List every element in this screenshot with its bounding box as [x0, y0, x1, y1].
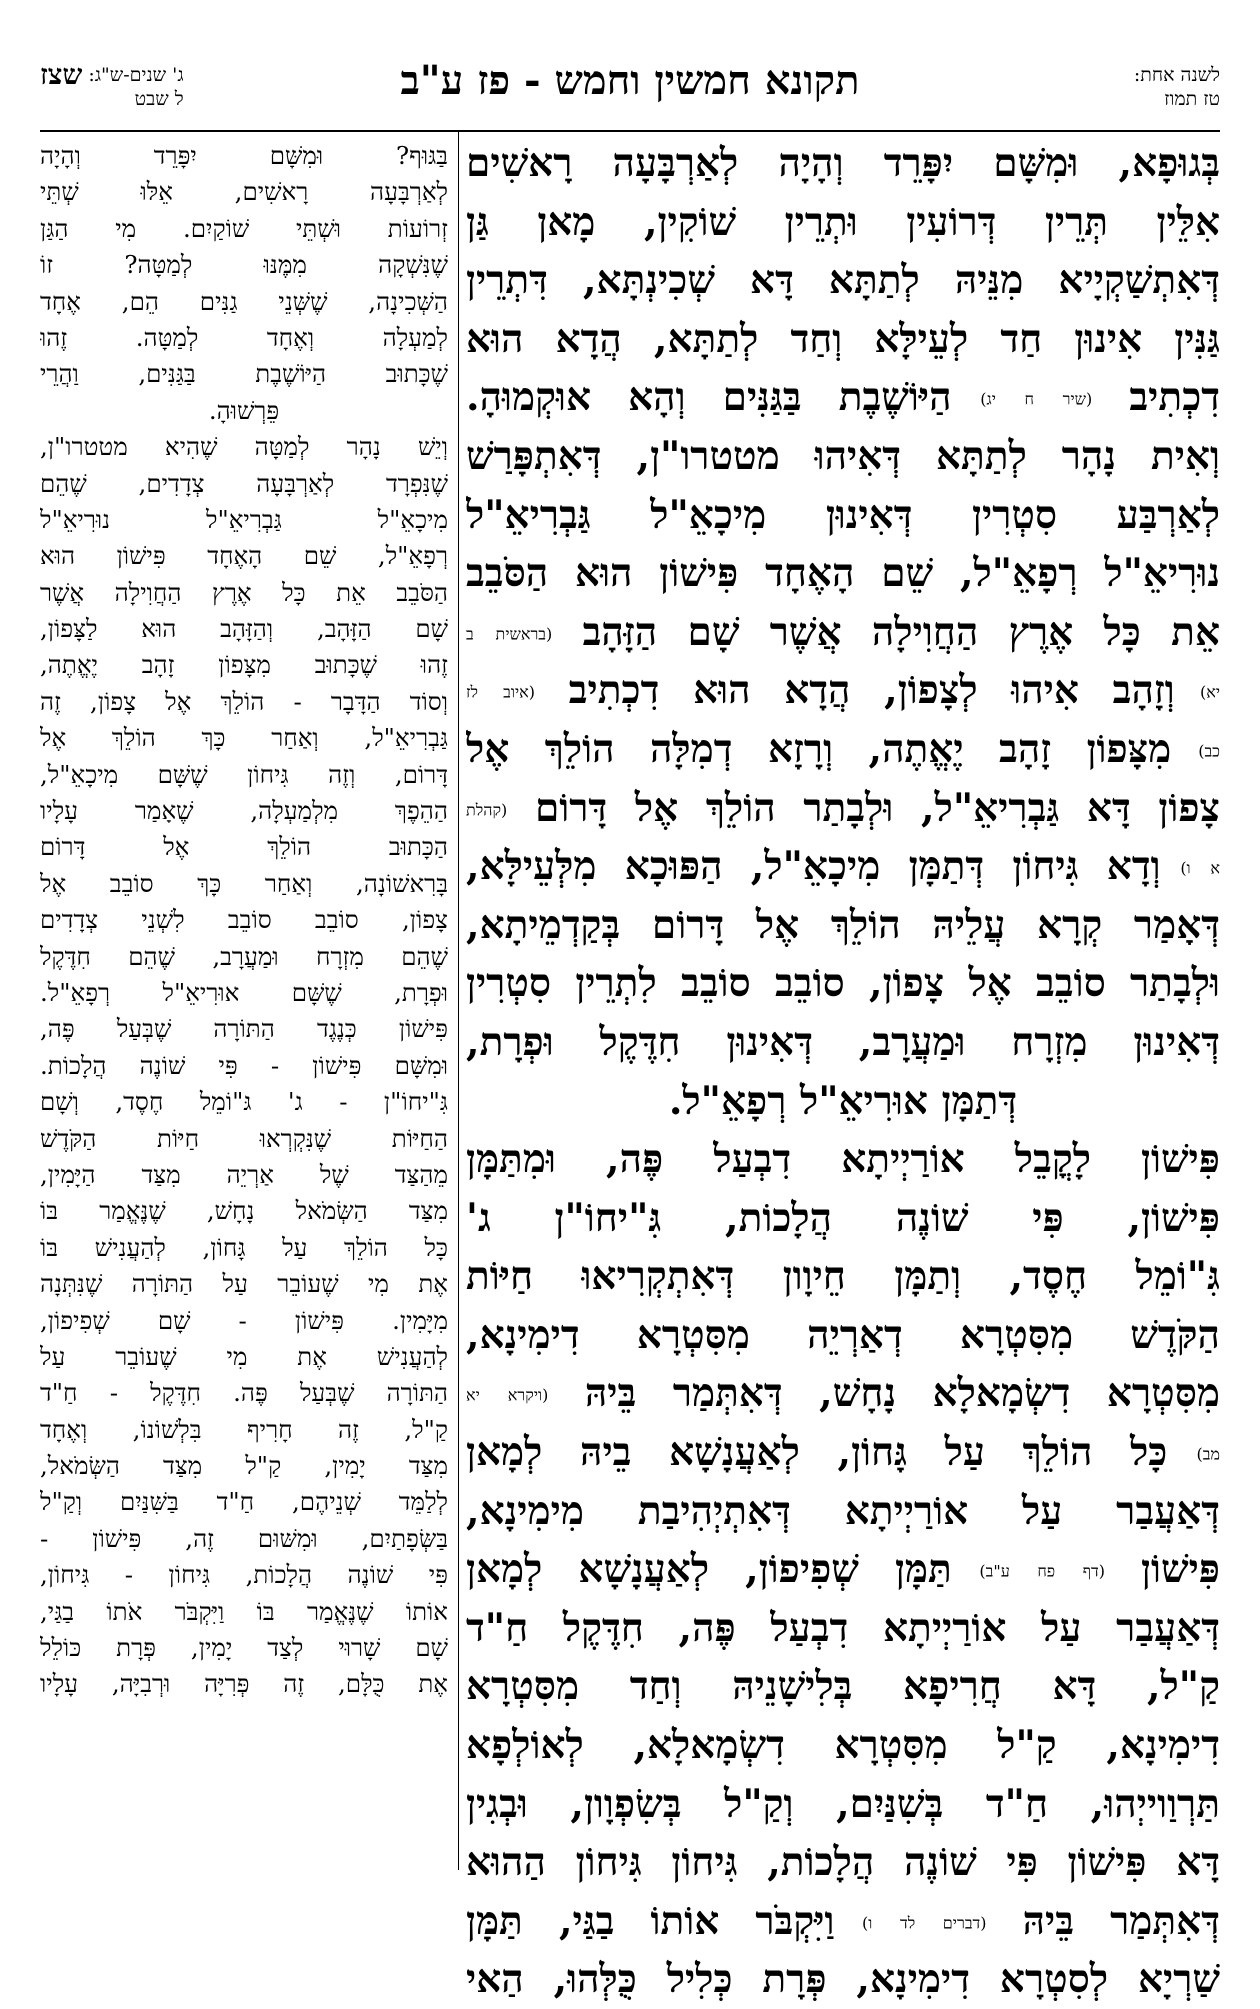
page-header	[40, 55, 1220, 125]
commentary-line: לְאַרְבָּעָה רָאשִׁים, אֵלּוּ שְׁתֵּי	[40, 177, 448, 207]
verse-reference: יא)	[1174, 683, 1220, 703]
commentary-line: וּפְרָת, שֶׁשָּׁם אוּרִיאֵ"ל רְפָאֵ"ל.	[40, 977, 448, 1007]
verse-reference: מב)	[1167, 1444, 1220, 1464]
verse-reference: (בראשית ב	[466, 624, 553, 644]
commentary-line: שֶׁנִּשְׁקָה מִמֶּנּוּ לְמַטָּה? זוֹ	[40, 250, 448, 280]
main-text-line: דָּא פִּישׁוֹן פִּי שׁוֹנֶה הֲלָכוֹת, גִּיחוֹן גִּיחוֹן הַהוּא	[466, 1839, 1220, 1886]
header-divider	[40, 130, 1220, 132]
header-left-line1: ג' שנים-ש"ג:	[88, 64, 184, 86]
commentary-line: צָפוֹן, סוֹבֵב סוֹבֵב לִשְׁנֵי צְדָדִים	[40, 905, 448, 935]
main-text-line: אִלֵּין תְּרֵין דְּרוֹעִין וּתְרֵין שׁוֹקִין, מָאן גַּן	[466, 198, 1220, 245]
main-text-line: הַקֹּדֶשׁ מִסִּטְרָא דְאַרְיֵה מִסִּטְרָא דִימִינָא,	[466, 1311, 1220, 1358]
main-text-line: דְּאִינוּן מִזְרָח וּמַעֲרָב, דְּאִינוּן חִדֶּקֶל וּפְרָת,	[466, 1018, 1220, 1065]
main-text-line: דְּתַמָּן אוּרִיאֵ"ל רְפָאֵ"ל.	[668, 1077, 1018, 1124]
page-title: תקונא חמשין וחמש - פז ע"ב	[400, 57, 860, 104]
commentary-line: אֶת כֻּלָּם, זֶה פְּרִיָּה וּרְבִיָּה, עָלָיו	[40, 1669, 448, 1699]
verse-reference: (שיר ח יג)	[951, 390, 1093, 410]
commentary-line: קַ"ל, זֶה חָרִיף בִּלְשׁוֹנוֹ, וְאֶחָד	[40, 1414, 448, 1444]
main-text-line: דְּאָמַר קְרָא עֲלֵיהּ הוֹלֵךְ אֶל דָּרוֹם בְּקַדְמֵיתָא,	[466, 901, 1220, 948]
commentary-line: הַסֹּבֵב אֵת כָּל אֶרֶץ הַחֲוִילָה אֲשֶׁר	[40, 577, 448, 607]
commentary-line: וְסוֹד הַדָּבָר - הוֹלֵךְ אֶל צָפוֹן, זֶה	[40, 686, 448, 716]
header-schedule-left	[40, 58, 202, 111]
verse-reference: (קהלת	[466, 800, 508, 820]
commentary-line: מִצַּד יָמִין, קַ"ל מִצַּד הַשְּׂמֹאל,	[40, 1451, 448, 1481]
header-right-line1: לשנה אחת:	[1133, 64, 1220, 86]
main-text-line: א ו) וְדָא גִּיחוֹן דְּתַמָּן מִיכָאֵ"ל, הַפּוּכָא מִלְּעֵילָּא,	[466, 843, 1220, 890]
verse-reference: א ו)	[1160, 858, 1220, 878]
main-text-line: וּלְבָתַר סוֹבֵב אֶל צָפוֹן, סוֹבֵב סוֹבֵב לִתְרֵין סִטְרִין	[466, 960, 1220, 1007]
main-text-line: לְאַרְבַּע סִטְרִין דְּאִינוּן מִיכָאֵ"ל גַּבְרִיאֵ"ל	[466, 491, 1220, 538]
commentary-line: הַכָּתוּב הוֹלֵךְ אֶל דָּרוֹם	[40, 832, 448, 862]
main-text-line: נוּרִיאֵ"ל רְפָאֵ"ל, שֵׁם הָאֶחָד פִּישׁוֹן הוּא הַסֹּבֵב	[466, 550, 1220, 597]
main-text-line: צָפוֹן דָּא גַּבְרִיאֵ"ל, וּלְבָתַר הוֹלֵךְ אֶל דָּרוֹם (קהלת	[466, 784, 1220, 831]
column-divider	[458, 130, 459, 1870]
commentary-line: מֵהַצַּד שֶׁל אַרְיֵה מִצַּד הַיָּמִין,	[40, 1159, 448, 1189]
commentary-line: וּמִשָּׁם פִּישׁוֹן - פִּי שׁוֹנֶה הֲלָכוֹת.	[40, 1050, 448, 1080]
main-text-line: דְּאִתְשַׁקְיָיא מִנֵּיהּ לְתַתָּא דָּא שְׁכִינְתָּא, דִּתְרֵין	[466, 257, 1220, 304]
header-right-line2: טז תמוז	[1164, 88, 1220, 110]
main-text-line: פִּישׁוֹן לָקֳבֵל אוֹרַיְיתָא דִבְעַל פֶּה, וּמִתַּמָּן	[466, 1136, 1220, 1183]
main-text-line: גִּ"וֹמֵל חֶסֶד, וְתַמָּן חֵיוָון דְּאִתְקְרִיאוּ חַיּוֹת	[466, 1253, 1220, 1300]
main-text-line: תַּרְוַוייְהוּ, חַ"ד בְּשִׁנַּיִם, וְקַ"ל בְּשִׂפְוָון, וּבְגִין	[466, 1780, 1220, 1827]
main-text-line: פִּישׁוֹן (דף פח ע"ב) תַּמָּן שְׁפִיפוֹן, לְאַעֲנָשָׁא לְמָאן	[466, 1546, 1220, 1593]
commentary-line: מִצַּד הַשְּׂמֹאל נָחָשׁ, שֶׁנֶּאֱמַר בּוֹ	[40, 1196, 448, 1226]
commentary-line: שֶׁהֵם מִזְרָח וּמַעֲרָב, שֶׁהֵם חִדֶּקֶל	[40, 941, 448, 971]
main-text-line: אֵת כָּל אֶרֶץ הַחֲוִילָה אֲשֶׁר שָׁם הַזָּהָב (בראשית ב	[466, 608, 1220, 655]
commentary-line: גִּ"יחוֹ"ן - ג' גּ"וֹמֵל חֶסֶד, וְשָׁם	[40, 1087, 448, 1117]
commentary-line: דָּרוֹם, וְזֶה גִּיחוֹן שֶׁשָּׁם מִיכָאֵ"ל,	[40, 759, 448, 789]
commentary-line: שָׁם שָׁרוּי לְצַד יָמִין, פְּרָת כּוֹלֵל	[40, 1633, 448, 1663]
page-number: שצז	[40, 58, 83, 91]
main-text-line: וְאִית נָהָר לְתַתָּא דְּאִיהוּ מטטרו"ן, דְּאִתְפָּרַשׁ	[466, 432, 1220, 479]
main-text-line: מִסִּטְרָא דִשְׂמָאלָא נָחָשׁ, דְּאִתְּמַר בֵּיהּ (ויקרא יא	[466, 1370, 1220, 1417]
main-text-line: דִימִינָא, קַ"ל מִסִּטְרָא דִשְׂמָאלָא, לְאוֹלְפָא	[466, 1722, 1220, 1769]
verse-reference: (ויקרא יא	[466, 1386, 549, 1406]
verse-reference: (איוב לז	[466, 683, 536, 703]
commentary-line: שָׁם הַזָּהָב, וְהַזָּהָב הוּא לַצָּפוֹן,	[40, 614, 448, 644]
commentary-line: זֶהוּ שֶׁכָּתוּב מִצָּפוֹן זָהָב יֶאֱתֶה,	[40, 650, 448, 680]
commentary-line: פֵּרְשׁוּהָ.	[208, 395, 280, 425]
commentary-line: אֶת מִי שֶׁעוֹבֵר עַל הַתּוֹרָה שֶׁנִּתְּנָה	[40, 1269, 448, 1299]
commentary-line: בָּרִאשׁוֹנָה, וְאַחַר כָּךְ סוֹבֵב אֶל	[40, 868, 448, 898]
commentary-line: הַתּוֹרָה שֶׁבְּעַל פֶּה. חִדֶּקֶל - חַ"ד	[40, 1378, 448, 1408]
main-text-line: בְּגוּפָא, וּמִשָּׁם יִפָּרֵד וְהָיָה לְאַרְבָּעָה רָאשִׁים	[466, 140, 1220, 186]
main-text-line: גַּנִּין אִינוּן חַד לְעֵילָּא וְחַד לְתַתָּא, הֲדָא הוּא	[466, 315, 1220, 362]
main-text-line: דְּאִתְּמַר בֵּיהּ (דברים לד ו) וַיִּקְבֹּר אוֹתוֹ בַגַּי, תַּמָּן	[466, 1897, 1220, 1944]
header-left-line2: ל שבט	[134, 88, 184, 110]
commentary-line: לְהַעֲנִישׁ אֶת מִי שֶׁעוֹבֵר עַל	[40, 1341, 448, 1371]
verse-reference: כב)	[1171, 741, 1220, 761]
header-left-info	[88, 63, 183, 111]
main-text-line: דְּאַעֲבַר עַל אוֹרַיְיתָא דִבְעַל פֶּה, חִדֶּקֶל חַ"ד	[466, 1604, 1220, 1651]
main-text-line: פִּישׁוֹן, פִּי שׁוֹנֶה הֲלָכוֹת, גִּ"יחוֹ"ן ג'	[466, 1194, 1220, 1241]
commentary-line: אוֹתוֹ שֶׁנֶּאֱמַר בּוֹ וַיִּקְבֹּר אֹתוֹ בַגַּי,	[40, 1596, 448, 1626]
commentary-line: וְיֵשׁ נָהָר לְמַטָּה שֶׁהִיא מטטרו"ן,	[40, 432, 448, 462]
commentary-column	[40, 138, 448, 1703]
commentary-line: הַהֵפֶךְ מִלְמַעְלָה, שֶׁאָמַר עָלָיו	[40, 796, 448, 826]
main-text-line: שַׁרְיָא לְסִטְרָא דִימִינָא, פְּרָת כְּלִיל כֻּלְּהוּ, הַאי	[466, 1956, 1220, 2003]
commentary-line: זְרוֹעוֹת וּשְׁתֵּי שׁוֹקַיִם. מִי הַגַּן	[40, 213, 448, 243]
commentary-line: מִיָּמִין. פִּישׁוֹן - שָׁם שְׁפִיפוֹן,	[40, 1305, 448, 1335]
commentary-line: גַּבְרִיאֵ"ל, וְאַחַר כָּךְ הוֹלֵךְ אֶל	[40, 723, 448, 753]
commentary-line: בַּשְּׂפָתַיִם, וּמִשּׁוּם זֶה, פִּישׁוֹן -	[40, 1523, 448, 1553]
commentary-line: רְפָאֵ"ל, שֵׁם הָאֶחָד פִּישׁוֹן הוּא	[40, 541, 448, 571]
commentary-line: הַחַיּוֹת שֶׁנִּקְרְאוּ חַיּוֹת הַקֹּדֶשׁ	[40, 1123, 448, 1153]
commentary-line: לְלַמֵּד שְׁנֵיהֶם, חַ"ד בַּשִּׁנַּיִם וְקַ"ל	[40, 1487, 448, 1517]
commentary-line: פִּי שׁוֹנֶה הֲלָכוֹת, גִּיחוֹן - גִּיחוֹן,	[40, 1560, 448, 1590]
commentary-line: בַּגּוּף? וּמִשָּׁם יִפָּרֵד וְהָיָה	[40, 141, 448, 170]
commentary-line: שֶׁכָּתוּב הַיּוֹשֶׁבֶת בַּגַּנִּים, וַהֲרֵי	[40, 359, 448, 389]
commentary-line: הַשְּׁכִינָה, שֶׁשְּׁנֵי גַנִּים הֵם, אֶחָד	[40, 286, 448, 316]
verse-reference: (דברים לד ו)	[834, 1913, 987, 1933]
commentary-line: כָּל הוֹלֵךְ עַל גָּחוֹן, לְהַעֲנִישׁ בּוֹ	[40, 1232, 448, 1262]
main-text-line: יא) וְזָהָב אִיהוּ לְצָפוֹן, הֲדָא הוּא דִכְתִיב (איוב לז	[466, 667, 1220, 714]
main-text-line: דִכְתִיב (שיר ח יג) הַיּוֹשֶׁבֶת בַּגַּנִּים וְהָא אוּקְמוּהָ.	[466, 374, 1220, 421]
main-text-line: קַ"ל, דָּא חֲרִיפָא בְּלִישָׁנֵיהּ וְחַד מִסִּטְרָא	[466, 1663, 1220, 1710]
commentary-line: פִּישׁוֹן כְּנֶגֶד הַתּוֹרָה שֶׁבְּעַל פֶּה,	[40, 1014, 448, 1044]
commentary-line: שֶׁנִּפְרָד לְאַרְבָּעָה צְדָדִים, שֶׁהֵם	[40, 468, 448, 498]
main-text-line: מב) כָּל הוֹלֵךְ עַל גָּחוֹן, לְאַעֲנָשָׁא בֵיהּ לְמָאן	[466, 1429, 1220, 1476]
main-text-line: כב) מִצָּפוֹן זָהָב יֶאֱתֶה, וְרָזָא דְמִלָּה הוֹלֵךְ אֶל	[466, 725, 1220, 772]
commentary-line: לְמַעְלָה וְאֶחָד לְמַטָּה. זֶהוּ	[40, 322, 448, 352]
main-text-line: דְּאַעֲבַר עַל אוֹרַיְיתָא דְּאִתְיְהִיבַת מִימִינָא,	[466, 1487, 1220, 1534]
verse-reference: (דף פח ע"ב)	[951, 1561, 1105, 1581]
commentary-line: מִיכָאֵ"ל גַּבְרִיאֵ"ל נוּרִיאֵ"ל	[40, 504, 448, 534]
main-text-column	[466, 134, 1220, 2009]
